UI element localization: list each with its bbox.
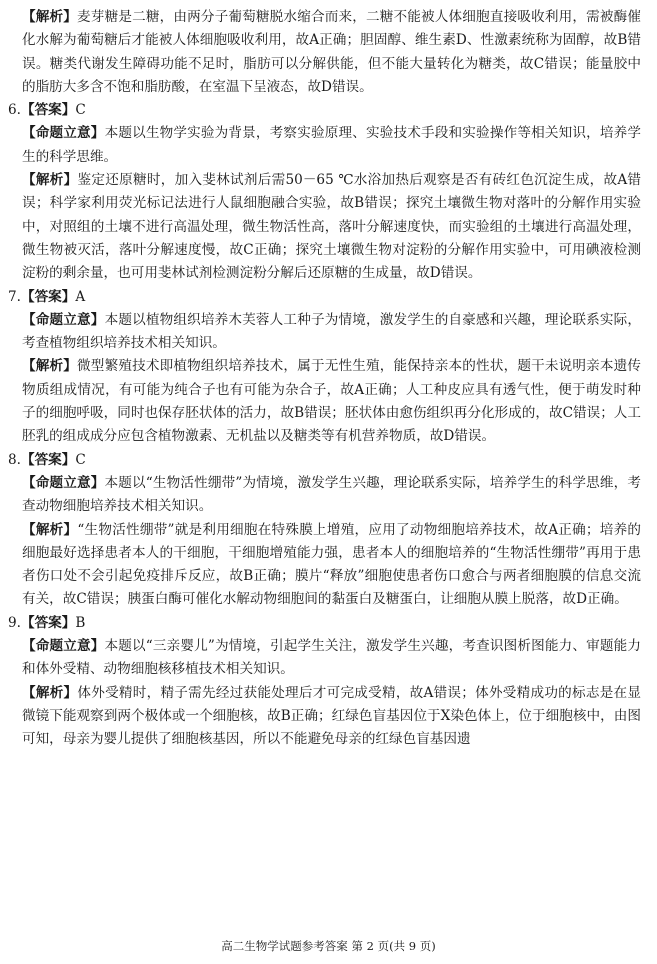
q6-analysis-text: 鉴定还原糖时，加入斐林试剂后需50－65 ℃水浴加热后观察是否有砖红色沉淀生成，故A错误；科学家利用荧光标记法进行人鼠细胞融合实验，故B错误；探究土壤微生物对落叶的分解作用实验中，对照组的土壤不进行高温处理，微生物活性高，落叶分解速度快，而实验组的土壤进行高温处理，微生物被灭活，落叶分解速度慢，故C正确；探究土壤微生物对淀粉的分解作用实验中，可用碘液检测淀粉的剩余量，也可用斐林试剂检测淀粉分解后还原糖的生成量，故D错误。	[22, 172, 642, 282]
q8-answer: C	[75, 451, 86, 468]
q7-number: 7.	[8, 288, 21, 305]
q7-answer-tag: 【答案】	[20, 288, 76, 305]
q6-intent-text: 本题以生物学实验为背景，考察实验原理、实验技术手段和实验操作等相关知识，培养学生的科学思维。	[22, 125, 642, 165]
q8-analysis-text: “生物活性绷带”就是利用细胞在特殊膜上增殖，应用了动物细胞培养技术，故A正确；培养的细胞最好选择患者本人的干细胞，干细胞增殖能力强，患者本人的细胞培养的“生物活性绷带”再用于患者伤口处不会引起免疫排斥反应，故B正确；膜片“释放”细胞使患者伤口愈合与两者细胞膜的信息交流有关，故C错误；胰蛋白酶可催化水解动物细胞间的黏蛋白及糖蛋白，让细胞从膜上脱落，故D正确。	[22, 521, 642, 608]
q7-intent-tag: 【命题立意】	[22, 311, 105, 328]
page-footer: 高二生物学试题参考答案 第 2 页(共 9 页)	[221, 938, 436, 953]
q9-analysis-tag: 【解析】	[22, 684, 78, 701]
q9-intent-tag: 【命题立意】	[22, 638, 105, 655]
q8-answer-line	[8, 449, 641, 472]
q5-analysis-tag: 【解析】	[22, 9, 78, 25]
q7-analysis	[22, 355, 641, 448]
q6-intent-tag: 【命题立意】	[22, 125, 105, 142]
q8-analysis	[22, 519, 641, 612]
q7-answer: A	[75, 288, 86, 305]
q6-analysis	[22, 169, 641, 285]
q9-analysis	[22, 682, 641, 752]
q7-intent	[22, 309, 641, 356]
q8-intent-tag: 【命题立意】	[22, 474, 105, 491]
q6-analysis-tag: 【解析】	[22, 172, 78, 189]
q6-intent	[22, 122, 641, 169]
q9-answer-tag: 【答案】	[20, 614, 76, 631]
q8-intent-text: 本题以“生物活性绷带”为情境，激发学生兴趣，理论联系实际，培养学生的科学思维，考查动物细胞培养技术相关知识。	[22, 474, 641, 515]
q5-analysis-text: 麦芽糖是二糖，由两分子葡萄糖脱水缩合而来，二糖不能被人体细胞直接吸收利用，需被酶催化水解为葡萄糖后才能被人体细胞吸收利用，故A正确；胆固醇、维生素D、性激素统称为固醇，故B错误。糖类代谢发生障碍功能不足时，脂肪可以分解供能，但不能大量转化为糖类，故C错误；能量胶中的脂肪大多含不饱和脂肪酸，在室温下呈液态，故D错误。	[22, 9, 642, 95]
q6-answer-tag: 【答案】	[20, 102, 76, 119]
q7-answer-line	[8, 286, 641, 309]
q6-answer: C	[75, 102, 86, 119]
q6-number: 6.	[8, 102, 21, 119]
q5-analysis	[22, 6, 641, 99]
q9-answer-line	[8, 612, 641, 635]
q8-intent	[22, 472, 641, 519]
q9-answer: B	[75, 614, 86, 631]
q9-analysis-text: 体外受精时，精子需先经过获能处理后才可完成受精，故A错误；体外受精成功的标志是在显微镜下能观察到两个极体或一个细胞核，故B正确；红绿色盲基因位于X染色体上，位于细胞核中，由图可知，母亲为婴儿提供了细胞核基因，所以不能避免母亲的红绿色盲基因遗	[22, 684, 641, 748]
q7-intent-text: 本题以植物组织培养木芙蓉人工种子为情境，激发学生的自豪感和兴趣，理论联系实际，考查植物组织培养技术相关知识。	[22, 311, 642, 352]
q9-intent-text: 本题以“三亲婴儿”为情境，引起学生关注，激发学生兴趣，考查识图析图能力、审题能力和体外受精、动物细胞核移植技术相关知识。	[22, 638, 641, 678]
q8-analysis-tag: 【解析】	[22, 521, 78, 538]
q7-analysis-text: 微型繁殖技术即植物组织培养技术，属于无性生殖，能保持亲本的性状，题干未说明亲本遗传物质组成情况，有可能为纯合子也有可能为杂合子，故A正确；人工种皮应具有透气性，便于萌发时种子的细胞呼吸，同时也保存胚状体的活力，故B错误；胚状体由愈伤组织再分化形成的，故C错误；人工胚乳的组成成分应包含植物激素、无机盐以及糖类等有机营养物质，故D错误。	[22, 358, 642, 445]
q8-answer-tag: 【答案】	[20, 451, 76, 468]
q6-answer-line	[8, 99, 641, 122]
q7-analysis-tag: 【解析】	[22, 358, 78, 375]
q8-number: 8.	[8, 451, 21, 468]
q9-intent	[22, 635, 641, 682]
q9-number: 9.	[8, 614, 21, 631]
